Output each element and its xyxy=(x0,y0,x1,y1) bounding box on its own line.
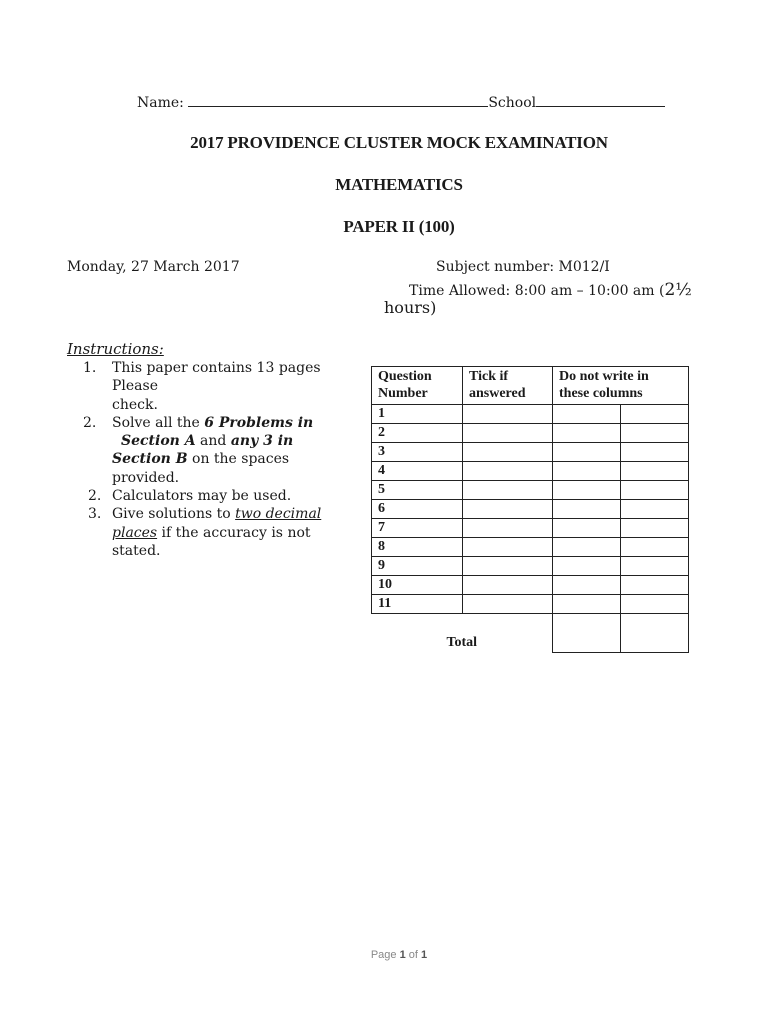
subject-title: MATHEMATICS xyxy=(335,175,463,194)
question-number-cell: 2 xyxy=(372,424,463,443)
examiner-cell-b xyxy=(621,557,689,576)
table-header-row xyxy=(372,367,689,405)
table-row xyxy=(372,519,689,538)
table-row xyxy=(372,595,689,614)
instruction-number: 2. xyxy=(88,488,102,505)
header-tick-if-answered: Tick if answered xyxy=(463,367,553,405)
table-row xyxy=(372,500,689,519)
tick-cell[interactable] xyxy=(463,500,553,519)
examiner-cell-b xyxy=(621,405,689,424)
tick-cell[interactable] xyxy=(463,595,553,614)
instruction-text: if the accuracy is not xyxy=(157,524,311,541)
footer-page-word: Page xyxy=(370,949,400,961)
footer-of-word: of xyxy=(405,949,422,961)
examiner-cell-b xyxy=(621,576,689,595)
time-allowed-text: Time Allowed: 8:00 am – 10:00 am ( xyxy=(409,283,665,299)
instruction-number: 3. xyxy=(88,506,102,523)
table-row xyxy=(372,538,689,557)
time-allowed-hours: hours) xyxy=(384,298,437,317)
name-school-line xyxy=(137,92,665,111)
footer-page-number: 1 xyxy=(399,949,406,961)
name-blank[interactable] xyxy=(188,92,488,107)
question-number-cell: 7 xyxy=(372,519,463,538)
examiner-cell-b xyxy=(621,595,689,614)
instruction-emphasis: places xyxy=(112,524,158,541)
time-allowed-duration: 2½ xyxy=(664,280,692,300)
instruction-emphasis: 6 Problems in xyxy=(204,414,314,431)
examiner-cell-b xyxy=(621,500,689,519)
instruction-text: and xyxy=(195,433,231,450)
question-number-cell: 5 xyxy=(372,481,463,500)
instruction-item xyxy=(67,359,367,414)
table-row xyxy=(372,481,689,500)
footer-page-total: 1 xyxy=(421,949,428,961)
instruction-item xyxy=(67,414,367,487)
table-row xyxy=(372,405,689,424)
instruction-emphasis: Section B xyxy=(112,451,188,468)
instruction-number: 2. xyxy=(83,414,97,431)
table-row xyxy=(372,462,689,481)
instruction-text: This paper contains 13 pages Please xyxy=(112,360,321,395)
tick-cell[interactable] xyxy=(463,576,553,595)
subject-number: Subject number: M012/I xyxy=(436,259,610,275)
instruction-item xyxy=(67,505,367,560)
tick-cell[interactable] xyxy=(463,481,553,500)
header-question-number: Question Number xyxy=(372,367,463,405)
examiner-cell-a xyxy=(553,462,621,481)
table-row xyxy=(372,557,689,576)
examiner-cell-b xyxy=(621,481,689,500)
instruction-text: check. xyxy=(112,396,158,413)
table-row xyxy=(372,576,689,595)
instruction-text: stated. xyxy=(112,542,161,559)
examiner-cell-b xyxy=(621,519,689,538)
table-row xyxy=(372,443,689,462)
total-cell-a xyxy=(553,614,621,653)
examiner-cell-a xyxy=(553,557,621,576)
instruction-item xyxy=(67,487,367,505)
name-label: Name: xyxy=(137,95,189,111)
tick-cell[interactable] xyxy=(463,519,553,538)
instruction-number: 1. xyxy=(83,360,97,376)
question-number-cell: 4 xyxy=(372,462,463,481)
instruction-text: provided. xyxy=(112,469,180,486)
tick-cell[interactable] xyxy=(463,557,553,576)
page-footer xyxy=(0,949,768,961)
examiner-cell-b xyxy=(621,424,689,443)
tick-cell[interactable] xyxy=(463,462,553,481)
examiner-cell-a xyxy=(553,538,621,557)
paper-title: PAPER II (100) xyxy=(343,217,455,236)
exam-title: 2017 PROVIDENCE CLUSTER MOCK EXAMINATION xyxy=(190,133,608,152)
examiner-cell-a xyxy=(553,424,621,443)
examiner-cell-a xyxy=(553,519,621,538)
instructions-list xyxy=(67,359,367,560)
tick-cell[interactable] xyxy=(463,405,553,424)
question-number-cell: 11 xyxy=(372,595,463,614)
instruction-text: Calculators may be used. xyxy=(112,488,292,505)
examiner-cell-a xyxy=(553,500,621,519)
school-blank[interactable] xyxy=(536,92,665,107)
examiner-cell-b xyxy=(621,462,689,481)
tick-cell[interactable] xyxy=(463,538,553,557)
examiner-cell-b xyxy=(621,443,689,462)
examiner-cell-a xyxy=(553,405,621,424)
total-label: Total xyxy=(446,635,478,650)
question-number-cell: 8 xyxy=(372,538,463,557)
question-number-cell: 3 xyxy=(372,443,463,462)
question-number-cell: 9 xyxy=(372,557,463,576)
total-cell-b xyxy=(621,614,689,653)
instruction-emphasis: any 3 in xyxy=(230,433,294,450)
instruction-emphasis: two decimal xyxy=(235,506,322,523)
tick-cell[interactable] xyxy=(463,443,553,462)
instructions-heading: Instructions: xyxy=(67,340,164,358)
question-number-cell: 1 xyxy=(372,405,463,424)
examiner-cell-a xyxy=(553,576,621,595)
time-allowed xyxy=(409,280,692,300)
question-number-cell: 10 xyxy=(372,576,463,595)
question-number-cell: 6 xyxy=(372,500,463,519)
instruction-emphasis: Section A xyxy=(121,433,196,450)
total-row xyxy=(372,614,689,653)
header-do-not-write: Do not write in these columns xyxy=(553,367,689,405)
table-row xyxy=(372,424,689,443)
instruction-text: on the spaces xyxy=(187,451,290,468)
answer-table xyxy=(371,366,689,653)
school-label: School xyxy=(488,95,537,111)
exam-date: Monday, 27 March 2017 xyxy=(67,259,240,275)
examiner-cell-a xyxy=(553,595,621,614)
instruction-text: Solve all the xyxy=(112,414,205,431)
instruction-text: Give solutions to xyxy=(112,506,236,523)
examiner-cell-a xyxy=(553,443,621,462)
examiner-cell-a xyxy=(553,481,621,500)
examiner-cell-b xyxy=(621,538,689,557)
tick-cell[interactable] xyxy=(463,424,553,443)
